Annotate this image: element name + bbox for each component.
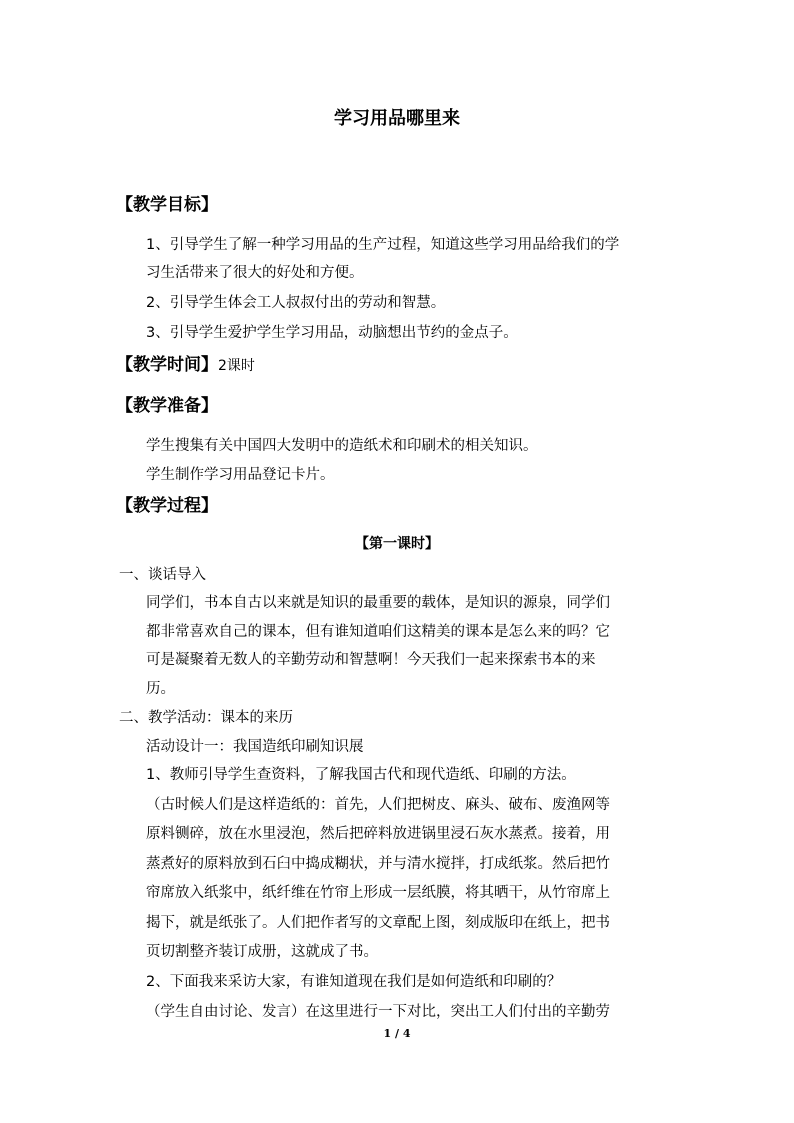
heading-objectives: 【教学目标】 [116,195,218,215]
part2-line: 1、教师引导学生查资料，了解我国古代和现代造纸、印刷的方法。 [146,767,576,783]
part2-line: 帘席放入纸浆中，纸纤维在竹帘上形成一层纸膜，将其晒干，从竹帘席上 [146,885,610,901]
part2-line: （学生自由讨论、发言）在这里进行一下对比，突出工人们付出的辛勤劳 [146,1004,610,1020]
lesson-label: 【第一课时】 [355,536,439,552]
part1-line: 历。 [146,681,175,697]
part1-title: 一、谈话导入 [119,567,206,583]
part2-line: 蒸煮好的原料放到石臼中捣成糊状，并与清水搅拌，打成纸浆。然后把竹 [146,856,610,872]
part2-title: 二、教学活动：课本的来历 [119,710,293,726]
part2-line: 活动设计一：我国造纸印刷知识展 [146,739,364,755]
part1-line: 都非常喜欢自己的课本，但有谁知道咱们这精美的课本是怎么来的吗？它 [146,624,610,640]
part2-line: 揭下，就是纸张了。人们把作者写的文章配上图，刻成版印在纸上，把书 [146,915,610,931]
part2-line: 2、下面我来采访大家，有谁知道现在我们是如何造纸和印刷的？ [146,974,562,990]
part1-line: 可是凝聚着无数人的辛勤劳动和智慧啊！今天我们一起来探索书本的来 [146,652,596,668]
objective-line: 2、引导学生体会工人叔叔付出的劳动和智慧。 [146,295,446,311]
part2-line: 页切割整齐装订成册，这就成了书。 [146,944,378,960]
page-title: 学习用品哪里来 [334,108,460,129]
part1-line: 同学们，书本自古以来就是知识的最重要的载体，是知识的源泉，同学们 [146,595,610,611]
objective-line: 3、引导学生爱护学生学习用品，动脑想出节约的金点子。 [146,325,518,341]
part2-line: （古时候人们是这样造纸的：首先，人们把树皮、麻头、破布、废渔网等 [146,797,610,813]
heading-process: 【教学过程】 [116,496,218,516]
time-heading-label: 【教学时间】 [116,355,218,375]
prep-line: 学生制作学习用品登记卡片。 [146,467,335,483]
time-value: 2课时 [218,358,255,374]
objective-line: 习生活带来了很大的好处和方便。 [146,265,364,281]
heading-prep: 【教学准备】 [116,396,218,416]
heading-time [116,350,255,375]
part2-line: 原料铡碎，放在水里浸泡，然后把碎料放进锅里浸石灰水蒸煮。接着，用 [146,826,610,842]
objective-line: 1、引导学生了解一种学习用品的生产过程，知道这些学习用品给我们的学 [146,237,620,253]
prep-line: 学生搜集有关中国四大发明中的造纸术和印刷术的相关知识。 [146,438,538,454]
page-number: 1 / 4 [383,1027,411,1040]
